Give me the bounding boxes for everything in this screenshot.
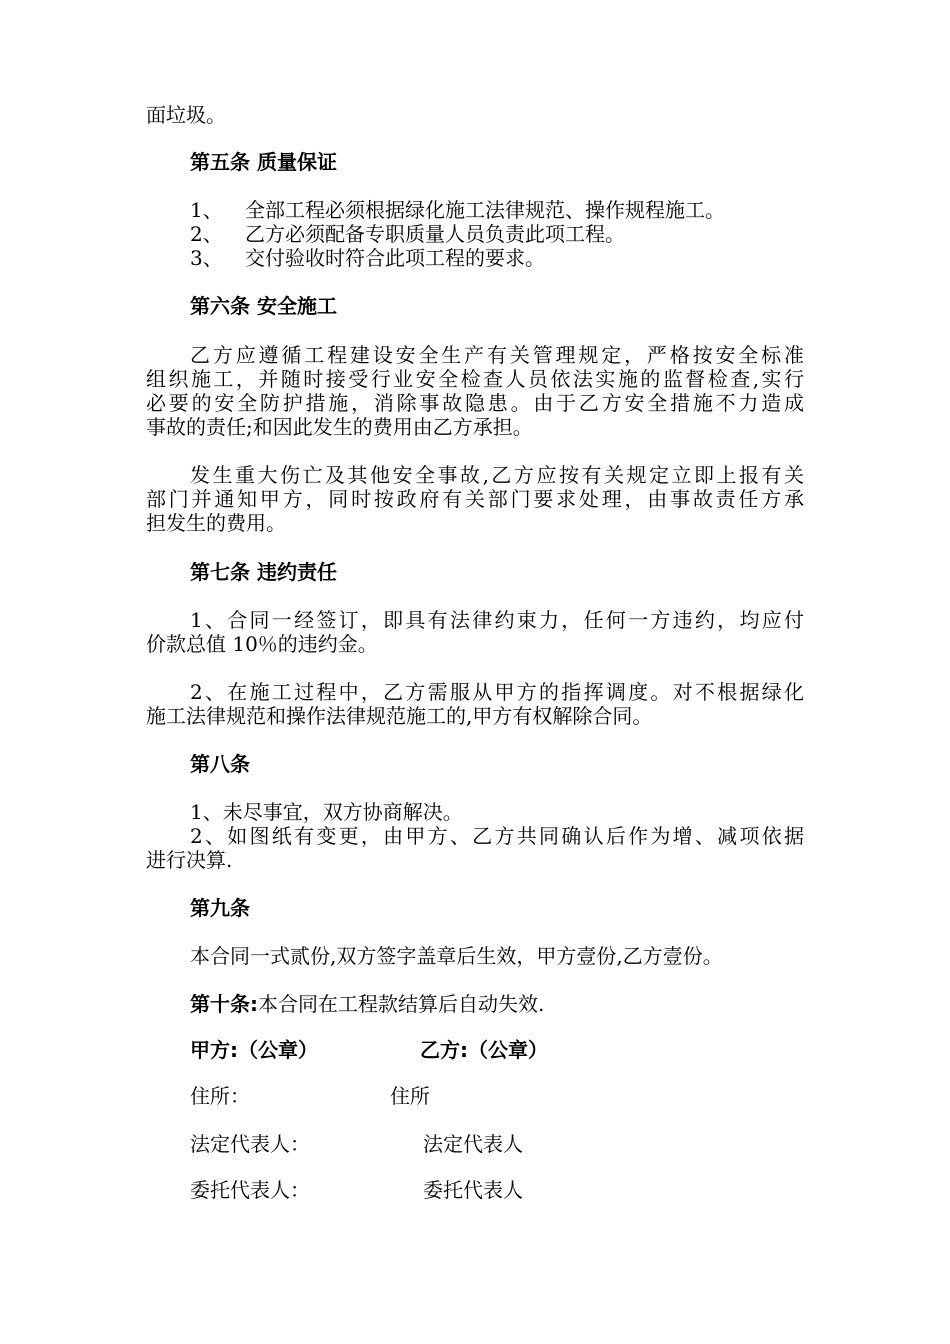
paragraph-line: 价款总值 10％的违约金。 bbox=[146, 632, 378, 656]
article-10-line bbox=[190, 992, 544, 1016]
party-a-address-label: 住所： bbox=[190, 1084, 250, 1108]
paragraph-line: 2、在施工过程中，乙方需服从甲方的指挥调度。对不根据绿化 bbox=[190, 680, 804, 704]
list-item-text: 全部工程必须根据绿化施工法律规范、操作规程施工。 bbox=[245, 198, 725, 222]
article-10-heading: 第十条: bbox=[190, 992, 258, 1016]
list-item-number: 3、 bbox=[190, 246, 223, 270]
party-b-agent-label: 委托代表人 bbox=[423, 1178, 523, 1202]
paragraph-line: 1、合同一经签订，即具有法律约束力，任何一方违约，均应付 bbox=[190, 608, 804, 632]
paragraph-line: 发生重大伤亡及其他安全事故,乙方应按有关规定立即上报有关 bbox=[190, 463, 804, 487]
article-9-heading: 第九条 bbox=[190, 896, 250, 920]
paragraph-line: 面垃圾。 bbox=[146, 103, 226, 127]
paragraph-line: 部门并通知甲方，同时按政府有关部门要求处理，由事故责任方承 bbox=[146, 487, 804, 511]
list-item: 进行决算. bbox=[146, 848, 233, 872]
list-item-number: 1、 bbox=[190, 198, 223, 222]
list-item: 2、如图纸有变更，由甲方、乙方共同确认后作为增、减项依据 bbox=[190, 824, 804, 848]
party-b-legal-rep-label: 法定代表人 bbox=[423, 1132, 523, 1156]
article-6-heading: 第六条 安全施工 bbox=[190, 294, 337, 318]
list-item-text: 乙方必须配备专职质量人员负责此项工程。 bbox=[245, 222, 625, 246]
article-5-heading: 第五条 质量保证 bbox=[190, 150, 337, 174]
paragraph-line: 本合同一式贰份,双方签字盖章后生效，甲方壹份,乙方壹份。 bbox=[190, 944, 723, 968]
party-b-seal-label: 乙方:（公章） bbox=[420, 1038, 548, 1062]
party-a-seal-label: 甲方:（公章） bbox=[190, 1038, 318, 1062]
party-a-legal-rep-label: 法定代表人： bbox=[190, 1132, 310, 1156]
list-item-text: 交付验收时符合此项工程的要求。 bbox=[245, 246, 545, 270]
list-item: 1、未尽事宜，双方协商解决。 bbox=[190, 800, 463, 824]
article-10-text: 本合同在工程款结算后自动失效. bbox=[258, 992, 545, 1016]
paragraph-line: 担发生的费用。 bbox=[146, 511, 286, 535]
paragraph-line: 组织施工，并随时接受行业安全检查人员依法实施的监督检查,实行 bbox=[146, 367, 804, 391]
list-item-number: 2、 bbox=[190, 222, 223, 246]
party-a-agent-label: 委托代表人： bbox=[190, 1178, 310, 1202]
paragraph-line: 必要的安全防护措施，消除事故隐患。由于乙方安全措施不力造成 bbox=[146, 391, 804, 415]
article-7-heading: 第七条 违约责任 bbox=[190, 560, 337, 584]
paragraph-line: 施工法律规范和操作法律规范施工的,甲方有权解除合同。 bbox=[146, 704, 653, 728]
article-8-heading: 第八条 bbox=[190, 752, 250, 776]
paragraph-line: 事故的责任;和因此发生的费用由乙方承担。 bbox=[146, 415, 533, 439]
party-b-address-label: 住所 bbox=[390, 1084, 430, 1108]
paragraph-line: 乙方应遵循工程建设安全生产有关管理规定，严格按安全标准 bbox=[190, 343, 804, 367]
